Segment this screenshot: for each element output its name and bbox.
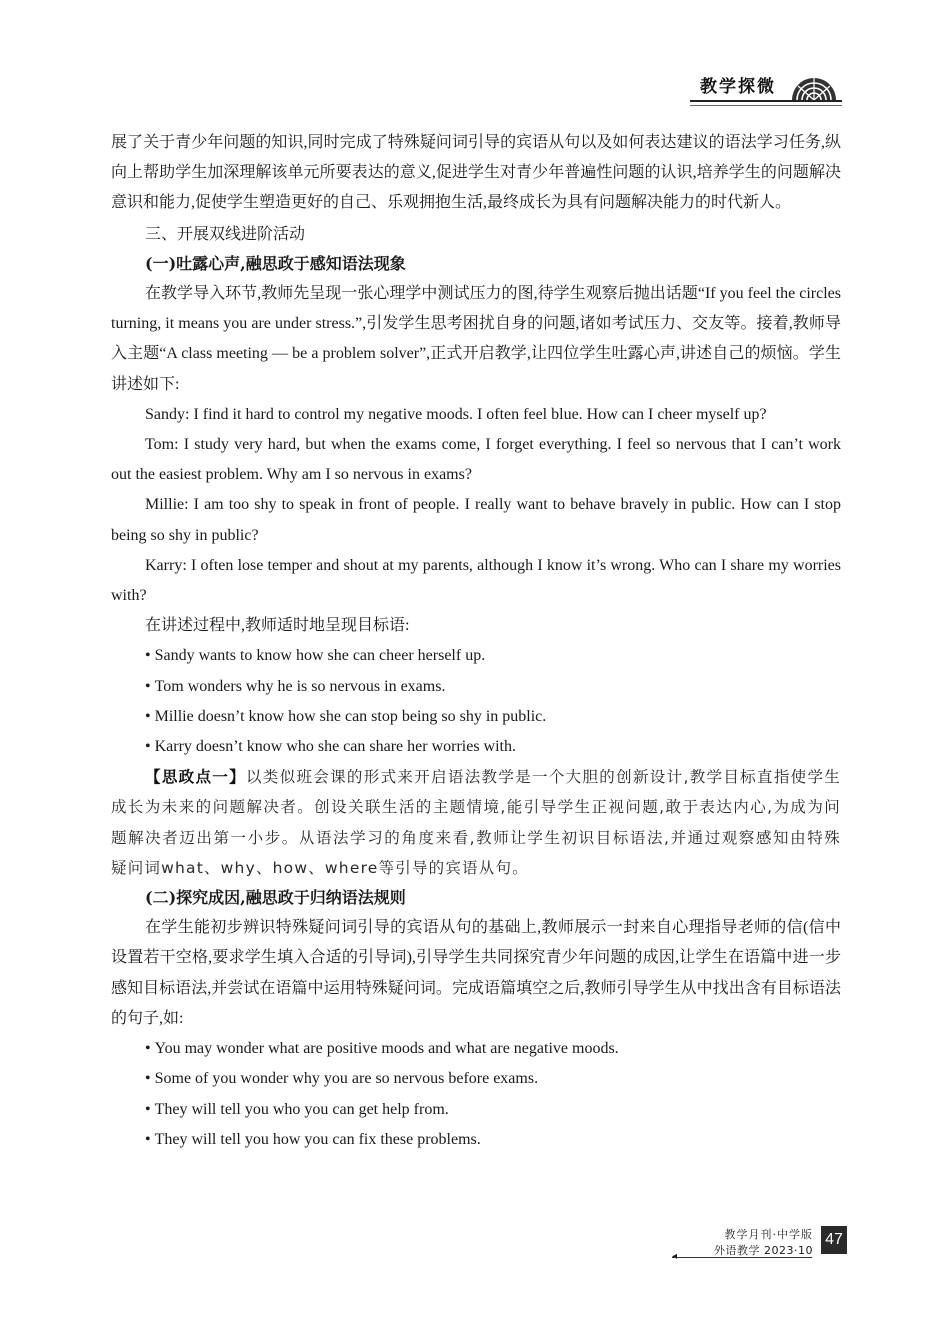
- article-body: [111, 128, 841, 1155]
- fan-logo-icon: [788, 62, 840, 102]
- ideological-note-1: 【思政点一】以类似班会课的形式来开启语法教学是一个大胆的创新设计,教学目标直指使学生成长为未来的问题解决者。创设关联生活的主题情境,能引导学生正视问题,敢于表达内心,为成为问题解决者迈出第一小步。从语法学习的角度来看,教师让学生初识目标语法,并通过观察感知由特殊疑问词what、why、how、where等引导的宾语从句。: [111, 768, 842, 877]
- example-bullet: • They will tell you how you can fix these problems.: [145, 1130, 481, 1148]
- header-rule: [690, 100, 842, 102]
- target-bullet: • Millie doesn’t know how she can stop being so shy in public.: [145, 707, 547, 725]
- quote-tom: Tom: I study very hard, but when the exams come, I forget everything. I feel so nervous that I can’t work out the easiest problem. Why am I so nervous in exams?: [111, 436, 841, 484]
- target-bullet: • Tom wonders why he is so nervous in exams.: [145, 677, 446, 695]
- target-bullet: • Sandy wants to know how she can cheer herself up.: [145, 647, 486, 665]
- example-bullet: • Some of you wonder why you are so nervous before exams.: [145, 1070, 539, 1088]
- target-bullet: • Karry doesn’t know who she can share her worries with.: [145, 738, 516, 756]
- header-rule-thin: [690, 105, 842, 106]
- target-language-intro: 在讲述过程中,教师适时地呈现目标语:: [145, 617, 410, 635]
- subsection-heading-2: (二)探究成因,融思政于归纳语法规则: [145, 888, 406, 908]
- note-label: 【思政点一】: [145, 768, 246, 787]
- intro-paragraph: 展了关于青少年问题的知识,同时完成了特殊疑问词引导的宾语从句以及如何表达建议的语法学习任务,纵向上帮助学生加深理解该单元所要表达的意义,促进学生对青少年普遍性问题的认识,培养学生的问题解决意识和能力,促使学生塑造更好的自己、乐观拥抱生活,最终成长为具有问题解决能力的时代新人。: [111, 134, 841, 212]
- journal-name: 教学月刊·中学版: [724, 1228, 813, 1241]
- subsection-heading-1: (一)吐露心声,融思政于感知语法现象: [145, 253, 406, 273]
- example-bullet: • You may wonder what are positive moods and what are negative moods.: [145, 1040, 619, 1058]
- quote-sandy: Sandy: I find it hard to control my negative moods. I often feel blue. How can I cheer myself up?: [145, 405, 767, 423]
- journal-issue: 外语教学 2023·10: [714, 1244, 813, 1257]
- subsection-2-paragraph: 在学生能初步辨识特殊疑问词引导的宾语从句的基础上,教师展示一封来自心理指导老师的信(信中设置若干空格,要求学生填入合适的引导词),引导学生共同探究青少年问题的成因,让学生在语篇中进一步感知目标语法,并尝试在语篇中运用特殊疑问词。完成语篇填空之后,教师引导学生从中找出含有目标语法的句子,如:: [111, 919, 841, 1027]
- footer-rule: [672, 1257, 812, 1258]
- page-footer: [672, 1226, 847, 1262]
- header-title: 教学探微: [700, 77, 776, 97]
- section-heading-3: 三、开展双线进阶活动: [145, 223, 306, 243]
- subsection-1-paragraph: 在教学导入环节,教师先呈现一张心理学中测试压力的图,待学生观察后抛出话题“If you feel the circles turning, it means you are under stress.”,引发学生思考困扰自身的问题,诸如考试压力、交友等。接着,教师导入主题“A class meeting — be a problem solver”,正式开启教学,让四位学生吐露心声,讲述自己的烦恼。学生讲述如下:: [111, 285, 841, 393]
- example-bullet: • They will tell you who you can get help from.: [145, 1100, 449, 1118]
- quote-millie: Millie: I am too shy to speak in front of people. I really want to behave bravely in public. How can I stop being so shy in public?: [111, 496, 841, 544]
- quote-karry: Karry: I often lose temper and shout at my parents, although I know it’s wrong. Who can I share my worries with?: [111, 556, 841, 605]
- running-header: [690, 62, 850, 112]
- page-number: 47: [821, 1226, 847, 1254]
